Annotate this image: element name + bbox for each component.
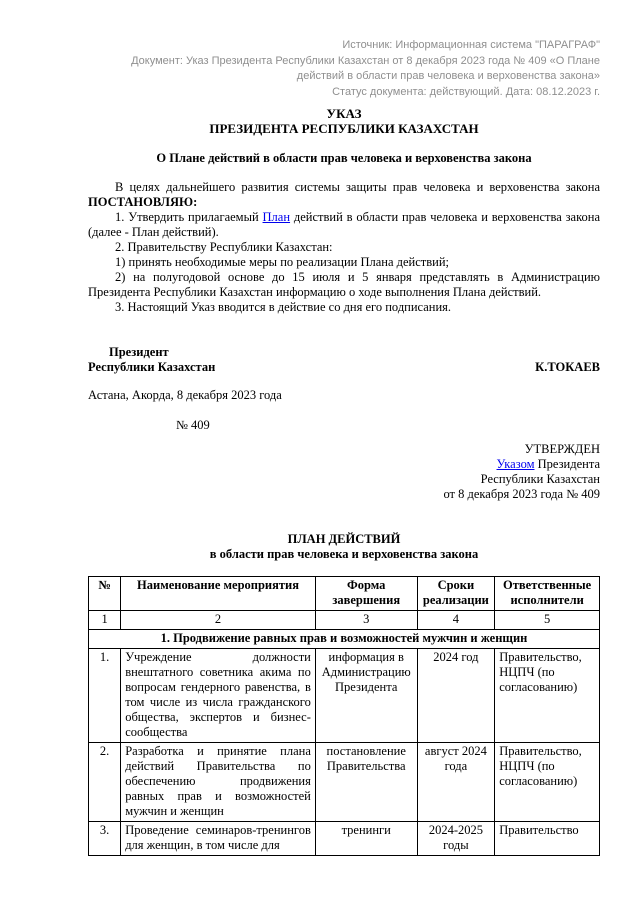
approval-line3: Республики Казахстан: [480, 472, 600, 486]
paragraph-subitem-2: 2) на полугодовой основе до 15 июля и 5 января представлять в Администрацию Президента Республики Казахстан информацию о ходе выполнения Плана действий.: [88, 270, 600, 299]
plan-table: [88, 576, 600, 856]
ukaz-link[interactable]: Указом: [496, 457, 535, 471]
row-term: 2024 год: [417, 649, 495, 743]
row-completion-form: постановление Правительства: [315, 743, 417, 822]
paragraph-preamble: [88, 180, 600, 210]
column-number: 4: [417, 611, 495, 630]
row-responsible: Правительство, НЦПЧ (по согласованию): [495, 743, 600, 822]
plan-link[interactable]: План: [262, 210, 291, 224]
signature-block: [88, 345, 600, 375]
column-number: 5: [495, 611, 600, 630]
row-number: 1.: [89, 649, 121, 743]
document-title: [88, 106, 600, 136]
column-number: 2: [121, 611, 316, 630]
row-term: август 2024 года: [417, 743, 495, 822]
item-1-text-before: 1. Утвердить прилагаемый: [115, 210, 263, 224]
plan-title-line1: ПЛАН ДЕЙСТВИЙ: [287, 532, 401, 546]
table-column-numbers-row: [89, 611, 600, 630]
row-completion-form: информация в Администрацию Президента: [315, 649, 417, 743]
document-number: № 409: [176, 418, 210, 432]
row-responsible: Правительство: [495, 822, 600, 856]
header-cell-name: Наименование мероприятия: [121, 577, 316, 611]
approval-line4: от 8 декабря 2023 года № 409: [443, 487, 600, 501]
signature-name: К.ТОКАЕВ: [535, 360, 600, 374]
row-activity-name: Учреждение должности внештатного советника акима по вопросам гендерного равенства, в том числе из числа гражданского общества, экспертов и бизнес-сообщества: [121, 649, 316, 743]
document-subtitle: О Плане действий в области прав человека и верховенства закона: [156, 151, 532, 165]
document-title-line1: УКАЗ: [326, 106, 362, 121]
approval-block: [88, 442, 600, 502]
paragraph-item-1: [88, 210, 600, 240]
section-title: 1. Продвижение равных прав и возможностей мужчин и женщин: [89, 630, 600, 649]
column-number: 1: [89, 611, 121, 630]
table-section-row: [89, 630, 600, 649]
table-row: [89, 822, 600, 856]
approval-line2: [88, 457, 600, 472]
preamble-text: В целях дальнейшего развития системы защиты прав человека и верховенства закона: [115, 180, 600, 194]
resolve-word: ПОСТАНОВЛЯЮ:: [88, 195, 198, 209]
approval-line2-rest: Президента: [534, 457, 600, 471]
table-row: [89, 743, 600, 822]
signature-row: [88, 360, 600, 375]
row-term: 2024-2025 годы: [417, 822, 495, 856]
meta-document-line: Документ: Указ Президента Республики Казахстан от 8 декабря 2023 года № 409 «О Плане действий в области прав человека и верховенства закона»: [131, 54, 600, 82]
row-completion-form: тренинги: [315, 822, 417, 856]
header-cell-term: Сроки реализации: [417, 577, 495, 611]
paragraph-subitem-1: 1) принять необходимые меры по реализации Плана действий;: [115, 255, 450, 269]
signature-title-line2: Республики Казахстан: [88, 360, 216, 374]
column-number: 3: [315, 611, 417, 630]
row-responsible: Правительство, НЦПЧ (по согласованию): [495, 649, 600, 743]
header-cell-responsible: Ответственные исполнители: [495, 577, 600, 611]
meta-source-line: Источник: Информационная система "ПАРАГРАФ": [342, 39, 600, 51]
paragraph-item-3: 3. Настоящий Указ вводится в действие со дня его подписания.: [115, 300, 452, 314]
plan-title: [88, 532, 600, 562]
header-cell-number: №: [89, 577, 121, 611]
plan-title-line2: в области прав человека и верховенства закона: [209, 547, 479, 561]
table-header-row: [89, 577, 600, 611]
place-date: Астана, Акорда, 8 декабря 2023 года: [88, 388, 282, 402]
row-number: 3.: [89, 822, 121, 856]
item-1-text-after: действий в области прав человека и верховенства закона (далее - План действий).: [88, 210, 600, 239]
document-meta: [88, 38, 600, 100]
row-number: 2.: [89, 743, 121, 822]
row-activity-name: Проведение семинаров-тренингов для женщин, в том числе для: [121, 822, 316, 856]
document-body: [88, 180, 600, 315]
paragraph-item-2: 2. Правительству Республики Казахстан:: [115, 240, 333, 254]
meta-status-line: Статус документа: действующий. Дата: 08.12.2023 г.: [332, 85, 600, 98]
row-activity-name: Разработка и принятие плана действий Правительства по обеспечению продвижения равных прав и возможностей мужчин и женщин: [121, 743, 316, 822]
header-cell-form: Форма завершения: [315, 577, 417, 611]
document-title-line2: ПРЕЗИДЕНТА РЕСПУБЛИКИ КАЗАХСТАН: [209, 121, 479, 136]
approval-line1: УТВЕРЖДЕН: [524, 442, 600, 456]
table-row: [89, 649, 600, 743]
signature-title-line1: Президент: [109, 345, 169, 359]
